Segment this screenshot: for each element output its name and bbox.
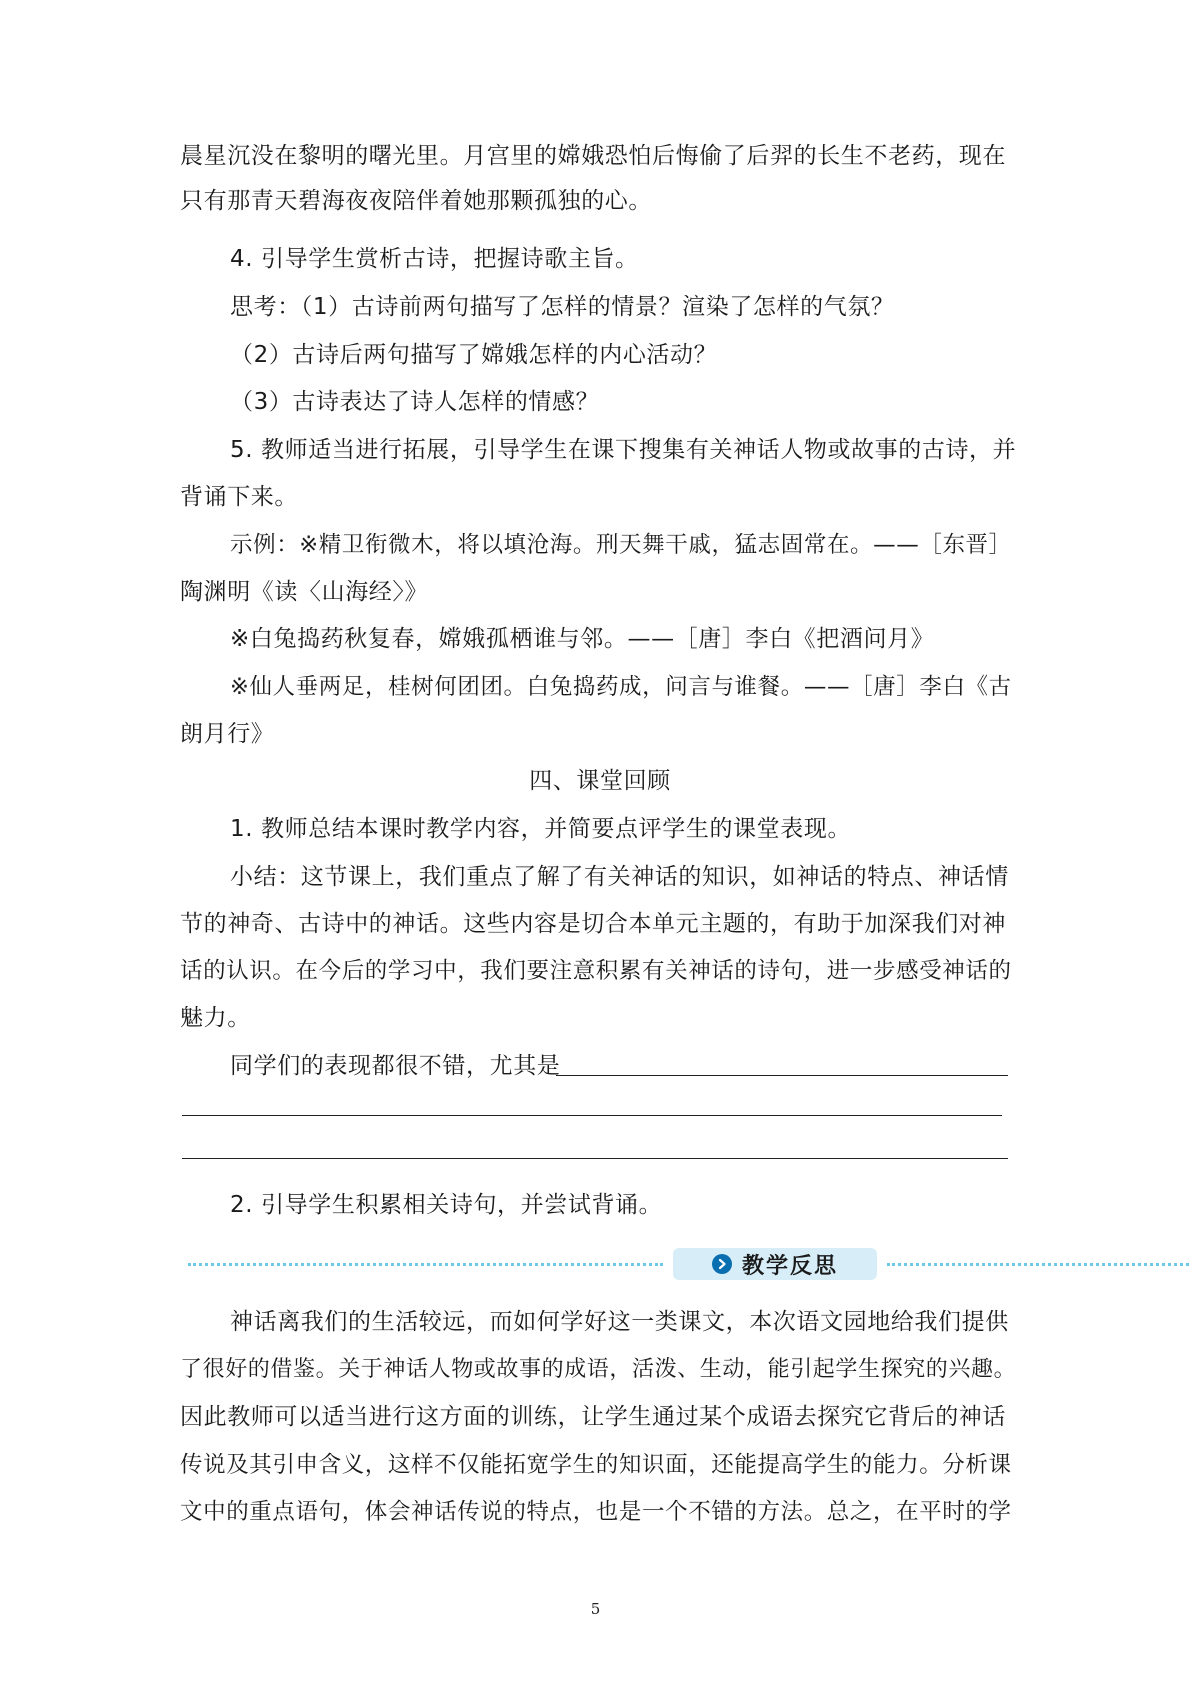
paragraph-line: 节的神奇、古诗中的神话。这些内容是切合本单元主题的，有助于加深我们对神 (180, 911, 1006, 937)
blank-line[interactable] (182, 1158, 1008, 1159)
paragraph-line: 思考：（1）古诗前两句描写了怎样的情景？渲染了怎样的气氛？ (230, 294, 895, 320)
paragraph-line: 1. 教师总结本课时教学内容，并简要点评学生的课堂表现。 (230, 816, 852, 842)
paragraph-line: 晨星沉没在黎明的曙光里。月宫里的嫦娥恐怕后悔偷了后羿的长生不老药，现在 (180, 143, 1006, 169)
paragraph-line: 小结：这节课上，我们重点了解了有关神话的知识，如神话的特点、神话情 (230, 864, 1009, 890)
blank-line[interactable] (182, 1115, 1002, 1116)
paragraph-line: 了很好的借鉴。关于神话人物或故事的成语，活泼、生动，能引起学生探究的兴趣。 (180, 1357, 1017, 1382)
paragraph-line: 话的认识。在今后的学习中，我们要注意积累有关神话的诗句，进一步感受神话的 (180, 958, 1012, 984)
blank-line[interactable] (556, 1075, 1008, 1076)
paragraph-line: 只有那青天碧海夜夜陪伴着她那颗孤独的心。 (180, 188, 652, 214)
dotted-divider (887, 1263, 1191, 1266)
paragraph-line: 因此教师可以适当进行这方面的训练，让学生通过某个成语去探究它背后的神话 (180, 1404, 1006, 1430)
section-banner (180, 1248, 1020, 1280)
section-heading: 四、课堂回顾 (529, 768, 671, 794)
paragraph-line: （2）古诗后两句描写了嫦娥怎样的内心活动？ (230, 342, 718, 368)
dotted-divider (188, 1263, 663, 1266)
paragraph-line: 文中的重点语句，体会神话传说的特点，也是一个不错的方法。总之，在平时的学 (180, 1499, 1012, 1525)
paragraph-line: 朗月行》 (180, 721, 275, 747)
paragraph-line: 2. 引导学生积累相关诗句，并尝试背诵。 (230, 1192, 663, 1218)
paragraph-line: 神话离我们的生活较远，而如何学好这一类课文，本次语文园地给我们提供 (230, 1309, 1009, 1335)
section-banner-label: 教学反思 (741, 1253, 838, 1279)
paragraph-line: （3）古诗表达了诗人怎样的情感？ (230, 389, 600, 415)
paragraph-line: 陶渊明《读〈山海经〉》 (180, 579, 429, 605)
paragraph-line: 5. 教师适当进行拓展，引导学生在课下搜集有关神话人物或故事的古诗，并 (230, 437, 1017, 463)
paragraph-line: ※仙人垂两足，桂树何团团。白兔捣药成，问言与谁餐。——［唐］李白《古 (230, 674, 1012, 700)
section-banner-pill (673, 1248, 877, 1280)
paragraph-line: 传说及其引申含义，这样不仅能拓宽学生的知识面，还能提高学生的能力。分析课 (180, 1452, 1012, 1478)
paragraph-line: 4. 引导学生赏析古诗，把握诗歌主旨。 (230, 246, 639, 272)
page-number: 5 (590, 1600, 601, 1618)
paragraph-line: 示例：※精卫衔微木，将以填沧海。刑天舞干戚，猛志固常在。——［东晋］ (230, 532, 1012, 558)
paragraph-line: ※白兔捣药秋复春，嫦娥孤栖谁与邻。——［唐］李白《把酒问月》 (230, 626, 935, 652)
paragraph-line: 背诵下来。 (180, 484, 298, 510)
fill-in-prompt: 同学们的表现都很不错，尤其是 (230, 1053, 561, 1079)
chevron-right-icon (712, 1254, 732, 1274)
paragraph-line: 魅力。 (180, 1005, 251, 1031)
